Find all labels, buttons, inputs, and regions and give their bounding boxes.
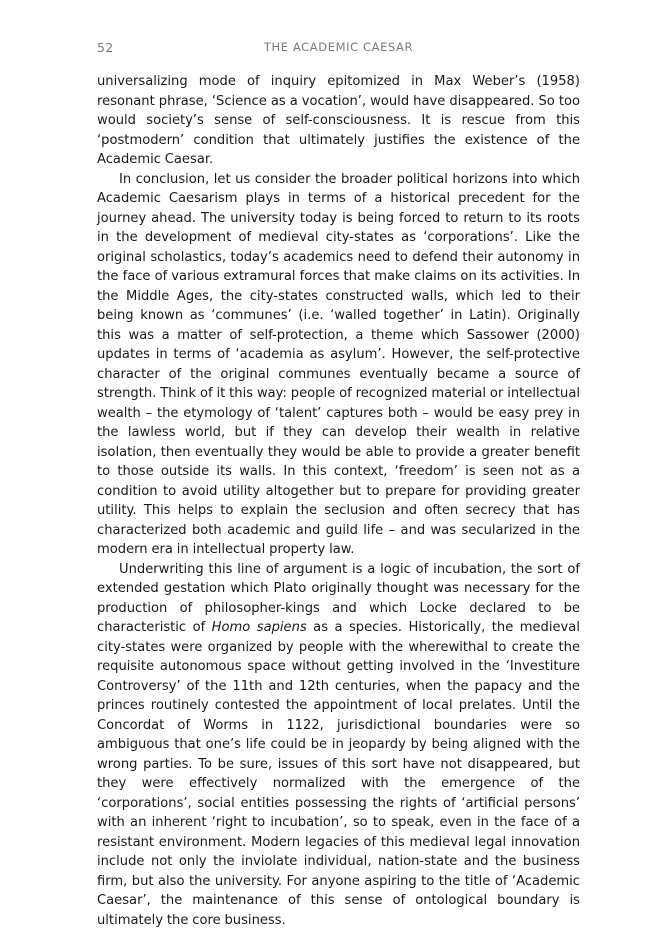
running-header	[97, 38, 580, 60]
paragraph-3-text-a: Underwriting this line of argument is a logic of incubation, the sort of extended gestation which Plato originally thought was necessary for the production of philosopher-kings and which Locke declared to be characteristic of	[97, 562, 580, 636]
body-text	[97, 72, 580, 930]
running-title: THE ACADEMIC CAESAR	[97, 40, 580, 54]
book-page	[97, 38, 580, 930]
page-number: 52	[97, 40, 114, 55]
paragraph-3-italic-term: Homo sapiens	[212, 620, 307, 635]
paragraph-2: In conclusion, let us consider the broader political horizons into which Academic Caesarism plays in terms of a historical precedent for the journey ahead. The university today is being forced to return to its roots in the development of medieval city-states as ‘corporations’. Like the original scholastics, today’s academics need to defend their autonomy in the face of various extramural forces that make claims on its activities. In the Middle Ages, the city-states constructed walls, which led to their being known as ‘communes’ (i.e. ‘walled together’ in Latin). Originally this was a matter of self-protection, a theme which Sassower (2000) updates in terms of ‘academia as asylum’. However, the self-protective character of the original communes eventually became a source of strength. Think of it this way: people of recognized material or intellectual wealth – the etymology of ‘talent’ captures both – would be easy prey in the lawless world, but if they can develop their wealth in relative isolation, then eventually they would be able to provide a greater benefit to those outside its walls. In this context, ‘freedom’ is seen not as a condition to avoid utility altogether but to prepare for providing greater utility. This helps to explain the seclusion and often secrecy that has characterized both academic and guild life – and was secularized in the modern era in intellectual property law.	[97, 170, 580, 560]
paragraph-3	[97, 560, 580, 930]
paragraph-1: universalizing mode of inquiry epitomized in Max Weber’s (1958) resonant phrase, ‘Science as a vocation’, would have disappeared. So too would society’s sense of self-consciousness. It is rescue from this ‘postmodern’ condition that ultimately justifies the existence of the Academic Caesar.	[97, 72, 580, 170]
paragraph-3-text-b: as a species. Historically, the medieval city-states were organized by people with the wherewithal to create the requisite autonomous space without getting involved in the ‘Investiture Controversy’ of the 11th and 12th centuries, when the papacy and the princes routinely contested the appointment of local prelates. Until the Concordat of Worms in 1122, jurisdictional boundaries were so ambiguous that one’s life could be in jeopardy by being aligned with the wrong parties. To be sure, issues of this sort have not disappeared, but they were effectively normalized with the emergence of the ‘corporations’, social entities possessing the rights of ‘artificial persons’ with an inherent ‘right to incubation’, so to speak, even in the face of a resistant environment. Modern legacies of this medieval legal innovation include not only the inviolate individual, nation-state and the business firm, but also the university. For anyone aspiring to the title of ‘Academic Caesar’, the maintenance of this sense of ontological boundary is ultimately the core business.	[97, 620, 580, 928]
